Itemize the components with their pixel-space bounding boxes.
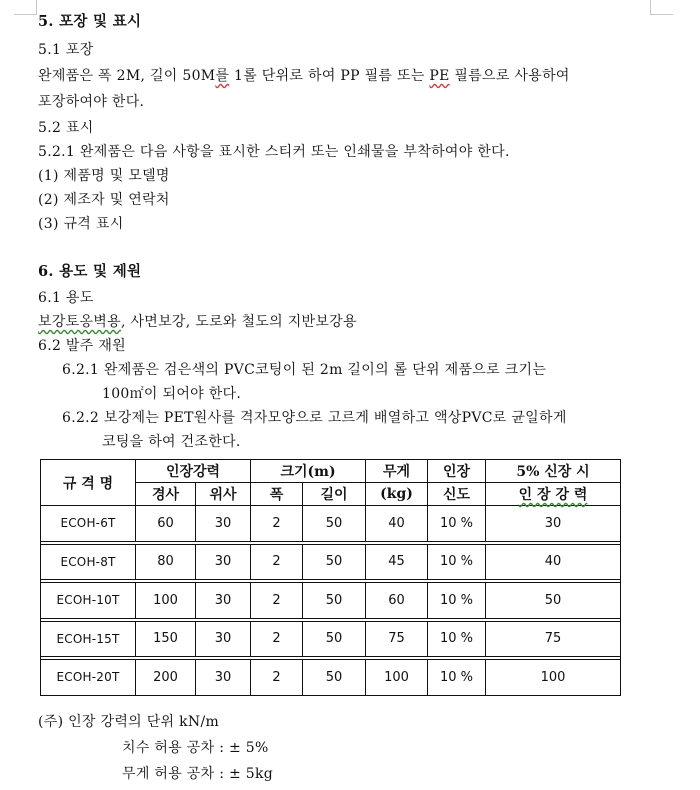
- cell-model: [41, 621, 136, 657]
- spec-6-2-1-line-1: 6.2.1 완제품은 검은색의 PVC코팅이 된 2m 길이의 롤 단위 제품으로 크기는: [62, 362, 547, 378]
- text-run: 1롤 단위로 하여 PP 필름 또는: [229, 68, 430, 84]
- cell-length: 50: [303, 506, 366, 542]
- header-elongation-2: 신도: [428, 483, 486, 506]
- spellcheck-word: 를: [215, 68, 230, 84]
- cell-weight: 45: [366, 544, 428, 580]
- table-row: [41, 506, 621, 542]
- table-row: [41, 583, 621, 619]
- section-6-heading: 6. 용도 및 제원: [38, 263, 142, 280]
- text-run: , 사면보강, 도로와 철도의 지반보강용: [120, 314, 357, 330]
- model-name: ECOH-20T: [56, 670, 120, 685]
- spellcheck-word: 보강토옹벽용: [38, 314, 121, 330]
- section-5-1-heading: 5.1 포장: [38, 42, 94, 58]
- cell-weft: 30: [196, 621, 251, 657]
- header-spec-name: 규 격 명: [41, 460, 136, 506]
- cell-strength5: 100: [486, 660, 621, 696]
- spellcheck-word: 인 장 강 력: [518, 487, 588, 503]
- marking-item-2: (2) 제조자 및 연락처: [38, 192, 170, 208]
- spec-6-2-2-line-2: 코팅을 하여 건조한다.: [102, 434, 241, 450]
- packaging-text-line-2: 포장하여야 한다.: [38, 94, 145, 110]
- table-header-row: [41, 460, 621, 483]
- header-length: 길이: [303, 483, 366, 506]
- header-tensile-strength: 인장강력: [136, 460, 251, 483]
- cell-weft: 30: [196, 660, 251, 696]
- dimension-tolerance: 치수 허용 공차 : ± 5%: [122, 740, 269, 756]
- cell-model: [41, 660, 136, 696]
- margin-corner-mark: [14, 0, 37, 15]
- spec-table: [40, 459, 621, 696]
- cell-model: [41, 506, 136, 542]
- cell-length: 50: [303, 660, 366, 696]
- cell-length: 50: [303, 621, 366, 657]
- table-body: [41, 506, 621, 696]
- cell-weight: 75: [366, 621, 428, 657]
- cell-elong: 10 %: [428, 660, 486, 696]
- cell-warp: 150: [136, 621, 196, 657]
- header-tensile-at-5pct: [486, 483, 621, 506]
- model-name: ECOH-15T: [56, 631, 120, 646]
- header-elongation: 인장: [428, 460, 486, 483]
- text-run: 필름으로 사용하여: [449, 68, 570, 84]
- header-warp: 경사: [136, 483, 196, 506]
- marking-item-3: (3) 규격 표시: [38, 216, 124, 232]
- cell-weight: 100: [366, 660, 428, 696]
- table-row: [41, 544, 621, 580]
- table-row: [41, 660, 621, 696]
- cell-elong: 10 %: [428, 621, 486, 657]
- cell-model: [41, 544, 136, 580]
- section-6-1-heading: 6.1 용도: [38, 290, 94, 306]
- marking-text: 5.2.1 완제품은 다음 사항을 표시한 스티커 또는 인쇄물을 부착하여야 한다.: [38, 144, 510, 160]
- text-run: 완제품은 폭 2M, 길이 50M: [38, 68, 216, 84]
- header-weft: 위사: [196, 483, 251, 506]
- header-weight-unit: (kg): [366, 483, 428, 506]
- cell-model: [41, 583, 136, 619]
- table-note: (주) 인장 강력의 단위 kN/m: [38, 714, 220, 730]
- cell-width: 2: [251, 621, 303, 657]
- cell-weft: 30: [196, 583, 251, 619]
- cell-width: 2: [251, 583, 303, 619]
- cell-length: 50: [303, 583, 366, 619]
- header-5pct-elongation: 5% 신장 시: [486, 460, 621, 483]
- spellcheck-word: PE: [429, 68, 450, 84]
- cell-weft: 30: [196, 544, 251, 580]
- section-5-heading: 5. 포장 및 표시: [38, 13, 142, 30]
- usage-text: [38, 312, 357, 332]
- cell-elong: 10 %: [428, 506, 486, 542]
- cell-strength5: 50: [486, 583, 621, 619]
- marking-item-1: (1) 제품명 및 모델명: [38, 168, 170, 184]
- cell-strength5: 75: [486, 621, 621, 657]
- table-row: [41, 621, 621, 657]
- weight-tolerance: 무게 허용 공차 : ± 5kg: [122, 766, 273, 782]
- section-5-2-heading: 5.2 표시: [38, 120, 94, 136]
- model-name: ECOH-6T: [60, 516, 116, 531]
- header-weight: 무게: [366, 460, 428, 483]
- cell-width: 2: [251, 506, 303, 542]
- cell-warp: 200: [136, 660, 196, 696]
- header-width: 폭: [251, 483, 303, 506]
- model-name: ECOH-8T: [60, 554, 116, 569]
- spec-6-2-2-line-1: 6.2.2 보강제는 PET원사를 격자모양으로 고르게 배열하고 액상PVC로 균일하게: [62, 410, 567, 426]
- header-size: 크기(m): [251, 460, 366, 483]
- cell-warp: 80: [136, 544, 196, 580]
- cell-weight: 40: [366, 506, 428, 542]
- cell-warp: 60: [136, 506, 196, 542]
- cell-width: 2: [251, 660, 303, 696]
- spec-6-2-1-line-2: 100㎡이 되어야 한다.: [102, 386, 242, 402]
- cell-length: 50: [303, 544, 366, 580]
- cell-width: 2: [251, 544, 303, 580]
- model-name: ECOH-10T: [56, 593, 120, 608]
- cell-weight: 60: [366, 583, 428, 619]
- margin-corner-mark: [650, 0, 673, 15]
- cell-weft: 30: [196, 506, 251, 542]
- cell-warp: 100: [136, 583, 196, 619]
- cell-elong: 10 %: [428, 583, 486, 619]
- cell-strength5: 40: [486, 544, 621, 580]
- packaging-text-line-1: [38, 66, 570, 86]
- cell-strength5: 30: [486, 506, 621, 542]
- cell-elong: 10 %: [428, 544, 486, 580]
- section-6-2-heading: 6.2 발주 재원: [38, 338, 126, 354]
